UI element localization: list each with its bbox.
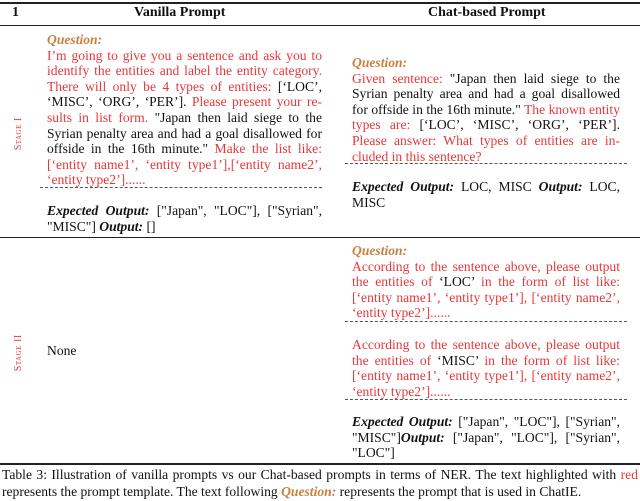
content-text: ["Japan", "LOC"], ["Syrian", "LOC"] [352, 429, 620, 461]
content-text: ["Japan", "LOC"], ["Syrian", "MISC"] [352, 414, 620, 445]
chat-prompt-loc-text [352, 259, 620, 321]
label-text: Expected Output: [47, 203, 150, 218]
content-text: "Japan then laid siege to the Syrian penalty area and had a goal disallowed for offside in the 16th minute." [352, 70, 620, 117]
label-text: Expected Output: [352, 414, 453, 429]
content-text: ["Japan", "LOC"], ["Syrian", "MISC"] [47, 203, 322, 234]
dashed-divider [345, 399, 627, 400]
dashed-divider [40, 187, 322, 188]
stage-2-label: Stage II [13, 334, 25, 372]
chat-prompt-text [352, 71, 620, 165]
stage-1-chat-prompt [352, 55, 620, 164]
stage-1-label: Stage I [13, 117, 25, 151]
stage-1-chat-output [352, 179, 620, 210]
content-text: represents the prompt template. The text following [2, 484, 282, 499]
stage-1-vanilla-prompt [47, 32, 322, 188]
template-text: Make the list like: [‘entity name1’, ‘entity type1’],[‘entity name2’, ‘entity type2’]...... [47, 141, 322, 188]
dashed-divider [345, 163, 627, 164]
dashed-divider [345, 321, 627, 322]
stage-rule [0, 237, 640, 238]
content-text: [‘LOC’, ‘MISC’, ‘ORG’, ‘PER’]. [419, 117, 620, 133]
question-label: Question: [352, 243, 408, 258]
content-text: Table 3: Illustration of vanilla prompts vs our Chat-based prompts in terms of NER. The text highlighted with [2, 467, 621, 482]
header-rule [0, 25, 640, 26]
template-text: Please answer: What types of entities are included in this sentence? [352, 132, 620, 164]
template-text: According to the sentence above, please output the entities of [352, 337, 620, 368]
template-text: in the form of list like: [‘entity name1’, ‘entity type1’], [‘entity name2’, ‘entity type2’]...... [352, 274, 621, 321]
label-text: Output: [99, 218, 144, 234]
label-text: Output: [538, 179, 583, 194]
stage-2-vanilla-none: None [47, 343, 77, 358]
template-text: Please present your results in list form. [47, 94, 323, 125]
label-text: Question: [281, 484, 337, 499]
template-text: According to the sentence above, please output the entities of [352, 258, 620, 290]
content-text: LOC, MISC [454, 179, 539, 194]
stage-2-chat-output [352, 414, 620, 461]
template-text: in the form of list like: [‘entity name1’, ‘entity type1’], [‘entity name2’, ‘entity type2’]...... [352, 352, 620, 399]
content-text: represents the prompt that is used in ChatIE. [336, 484, 582, 499]
vanilla-prompt-text [47, 48, 322, 188]
template-text: Given sentence: [352, 70, 450, 86]
header-vanilla-prompt: Vanilla Prompt [134, 5, 226, 20]
stage-2-chat-prompt-misc [352, 337, 620, 399]
header-chat-prompt: Chat-based Prompt [428, 5, 546, 20]
content-text: [‘LOC’, ‘MISC’, ‘ORG’, ‘PER’]. [47, 78, 322, 110]
table-caption [2, 466, 638, 500]
table-bottom-rule [0, 463, 640, 465]
question-label: Question: [352, 55, 408, 70]
stage-2-chat-prompt-loc [352, 243, 620, 321]
content-text: [] [143, 218, 156, 234]
content-text: "Japan then laid siege to the Syrian penalty area and had a goal disallowed for offside in the 16th minute." [47, 109, 322, 157]
header-id: 1 [12, 5, 19, 20]
question-label: Question: [47, 32, 103, 47]
content-text: ‘MISC’ [437, 352, 479, 368]
label-text: Expected Output: [352, 179, 455, 194]
template-text: The known entity types are: [352, 101, 621, 133]
template-text: red [620, 467, 638, 482]
label-text: Output: [400, 429, 445, 445]
stage-1-vanilla-output [47, 203, 322, 234]
content-text: ‘LOC’ [439, 274, 475, 290]
template-text: I’m going to give you a sentence and ask you to identify the entities and label the entity category. There will only be 4 types of entities: [47, 47, 322, 94]
table-top-rule [0, 2, 640, 4]
content-text: LOC, MISC [352, 179, 621, 210]
